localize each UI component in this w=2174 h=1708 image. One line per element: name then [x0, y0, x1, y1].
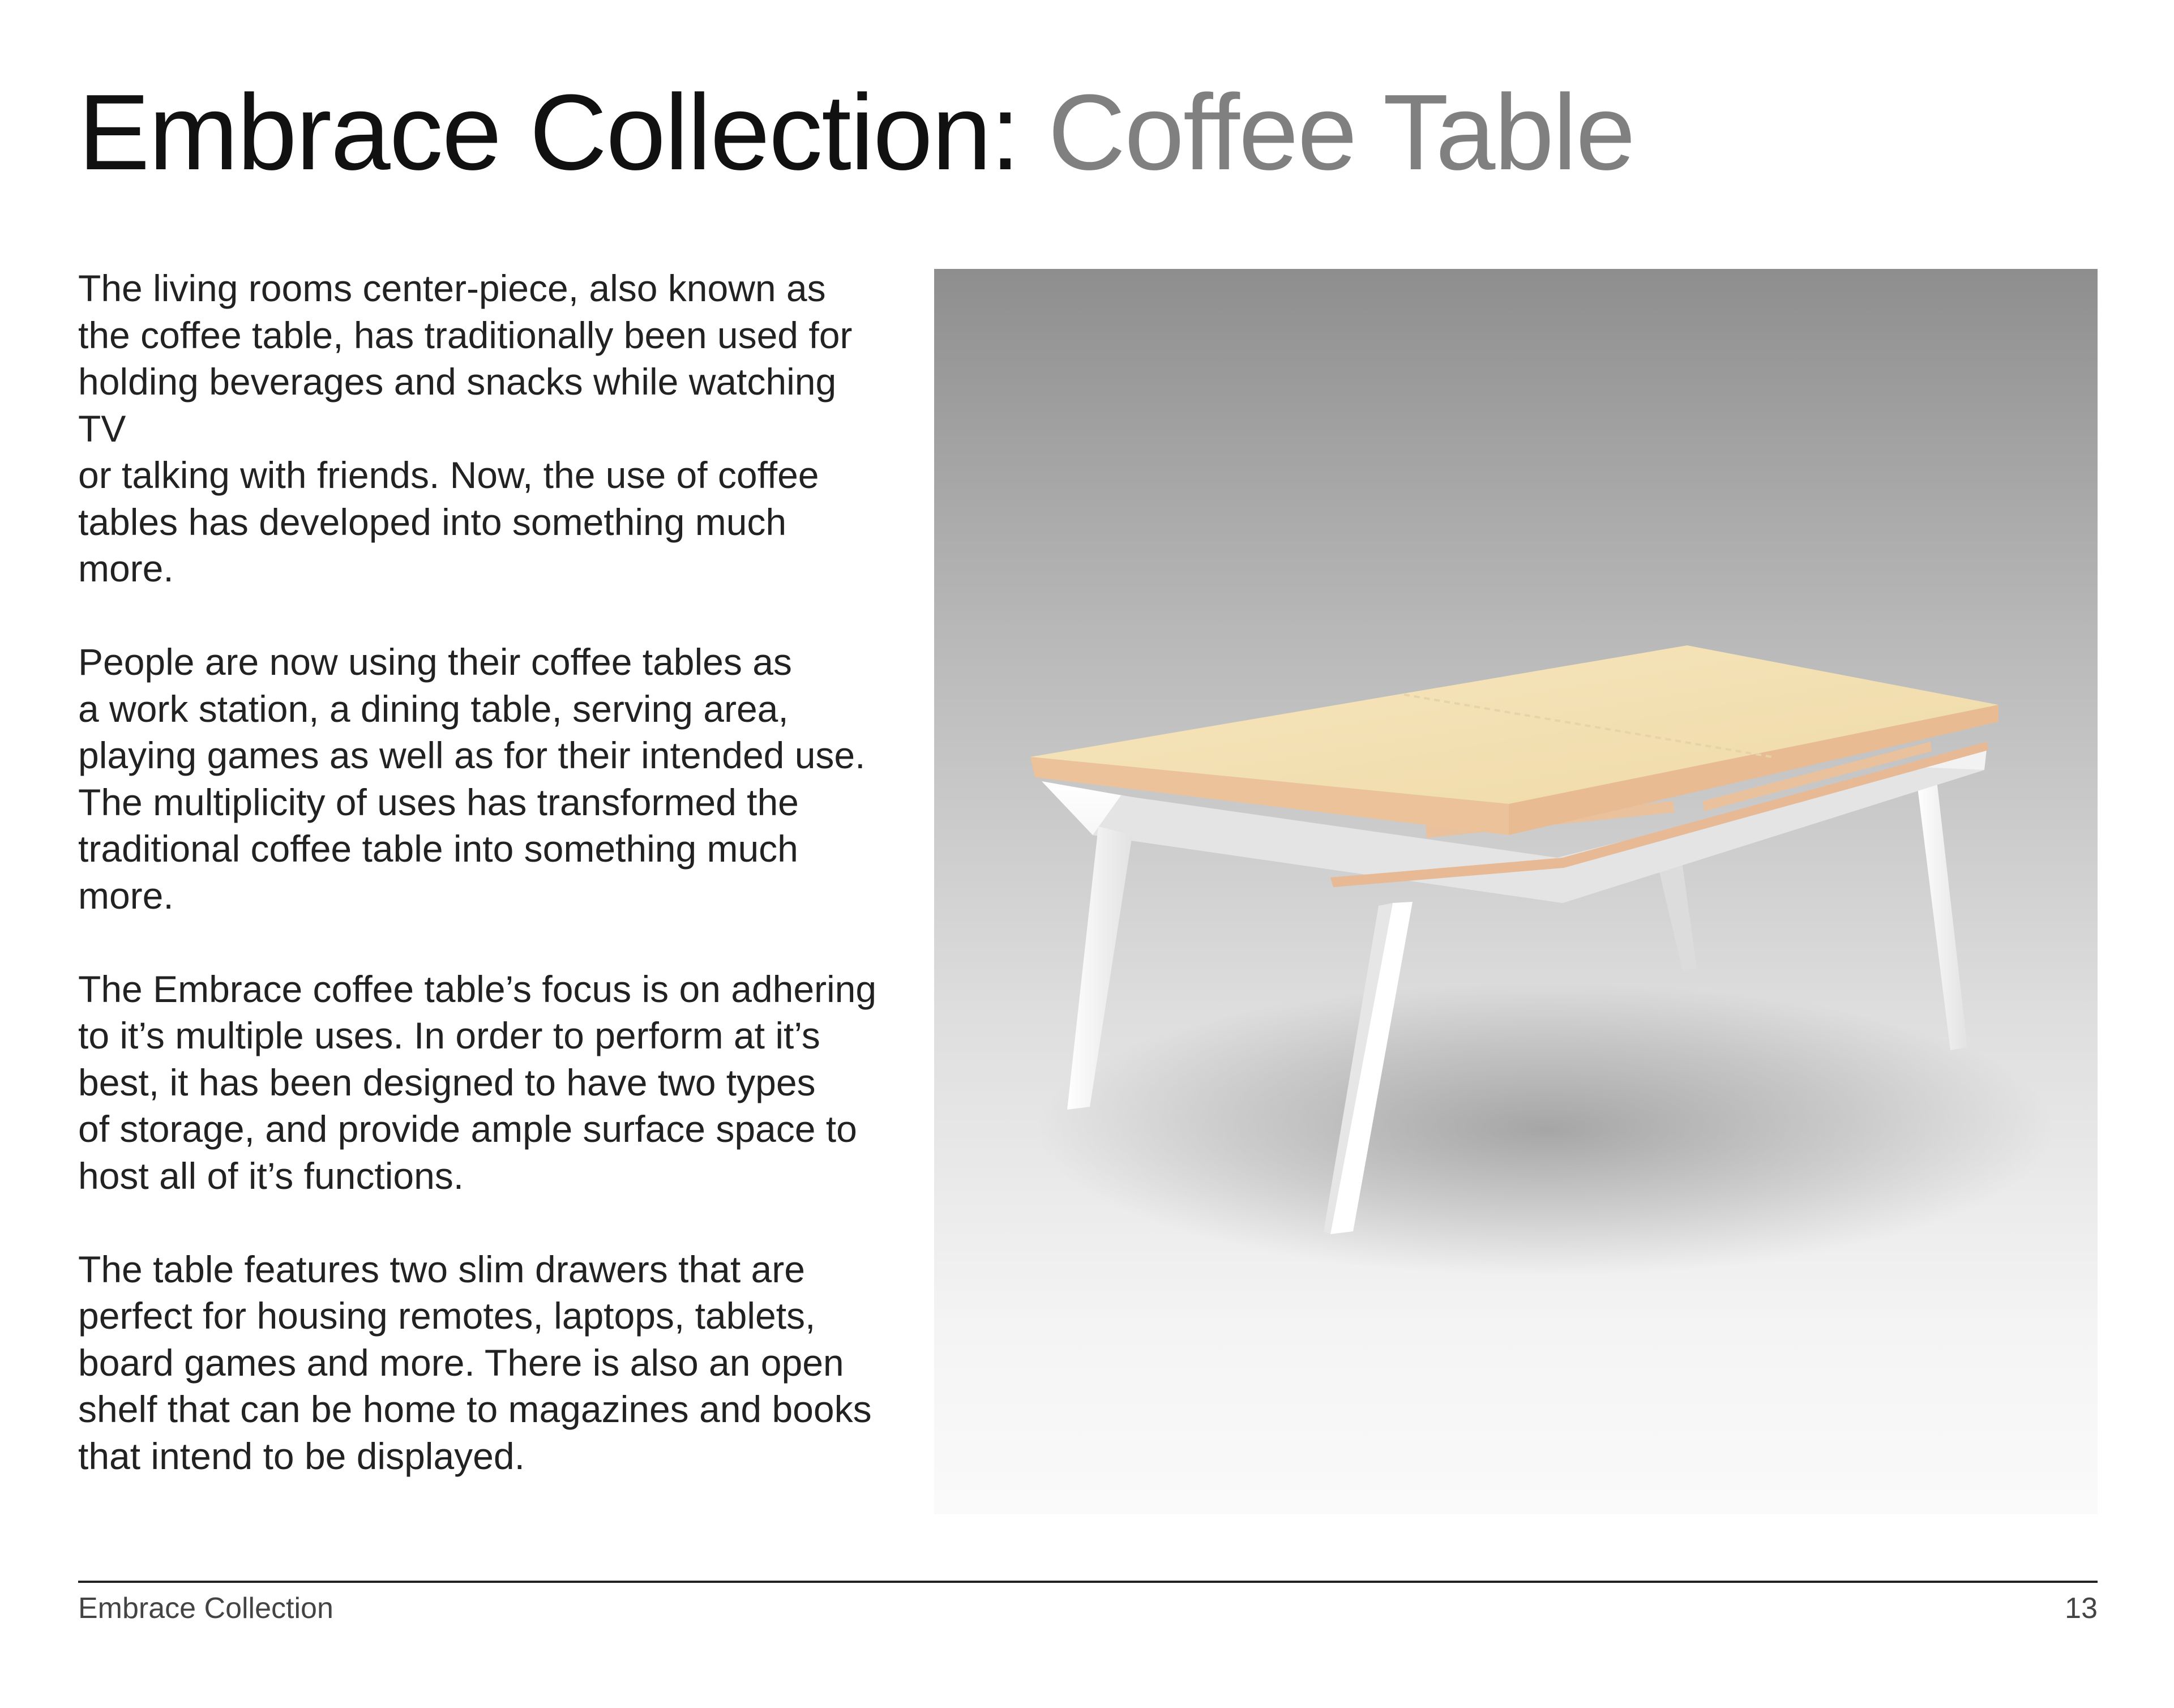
paragraph-1: The living rooms center-piece, also known as the coffee table, has traditionally been used for holding beverages and snacks while watching TV or talking with friends. Now, the use of coffee tables has developed into something much more.	[78, 267, 853, 589]
paragraph-4: The table features two slim drawers that are perfect for housing remotes, laptops, tablets, board games and more. There is also an open shelf that can be home to magazines and books that intend to be displayed.	[78, 1248, 872, 1477]
page-number: 13	[2065, 1592, 2098, 1625]
coffee-table-illustration	[934, 269, 2098, 1514]
paragraph-3: The Embrace coffee table’s focus is on adhering to it’s multiple uses. In order to perform at it’s best, it has been designed to have two types of storage, and provide ample surface space to host all of it’s functions.	[78, 968, 877, 1197]
page-title	[78, 68, 1634, 197]
footer-divider	[78, 1581, 2098, 1583]
paragraph-2: People are now using their coffee tables as a work station, a dining table, serving area, playing games as well as for their intended use. The multiplicity of uses has transformed the traditional coffee table into something much more.	[78, 641, 866, 917]
back-right-leg	[1916, 776, 1967, 1050]
title-main: Embrace Collection:	[78, 72, 1020, 192]
coffee-table-render	[934, 269, 2098, 1514]
floor-shadow	[1036, 982, 2055, 1277]
back-left-leg	[1656, 858, 1697, 971]
title-sub: Coffee Table	[1047, 72, 1634, 192]
footer-collection-name: Embrace Collection	[78, 1592, 333, 1625]
body-text	[78, 265, 893, 1526]
